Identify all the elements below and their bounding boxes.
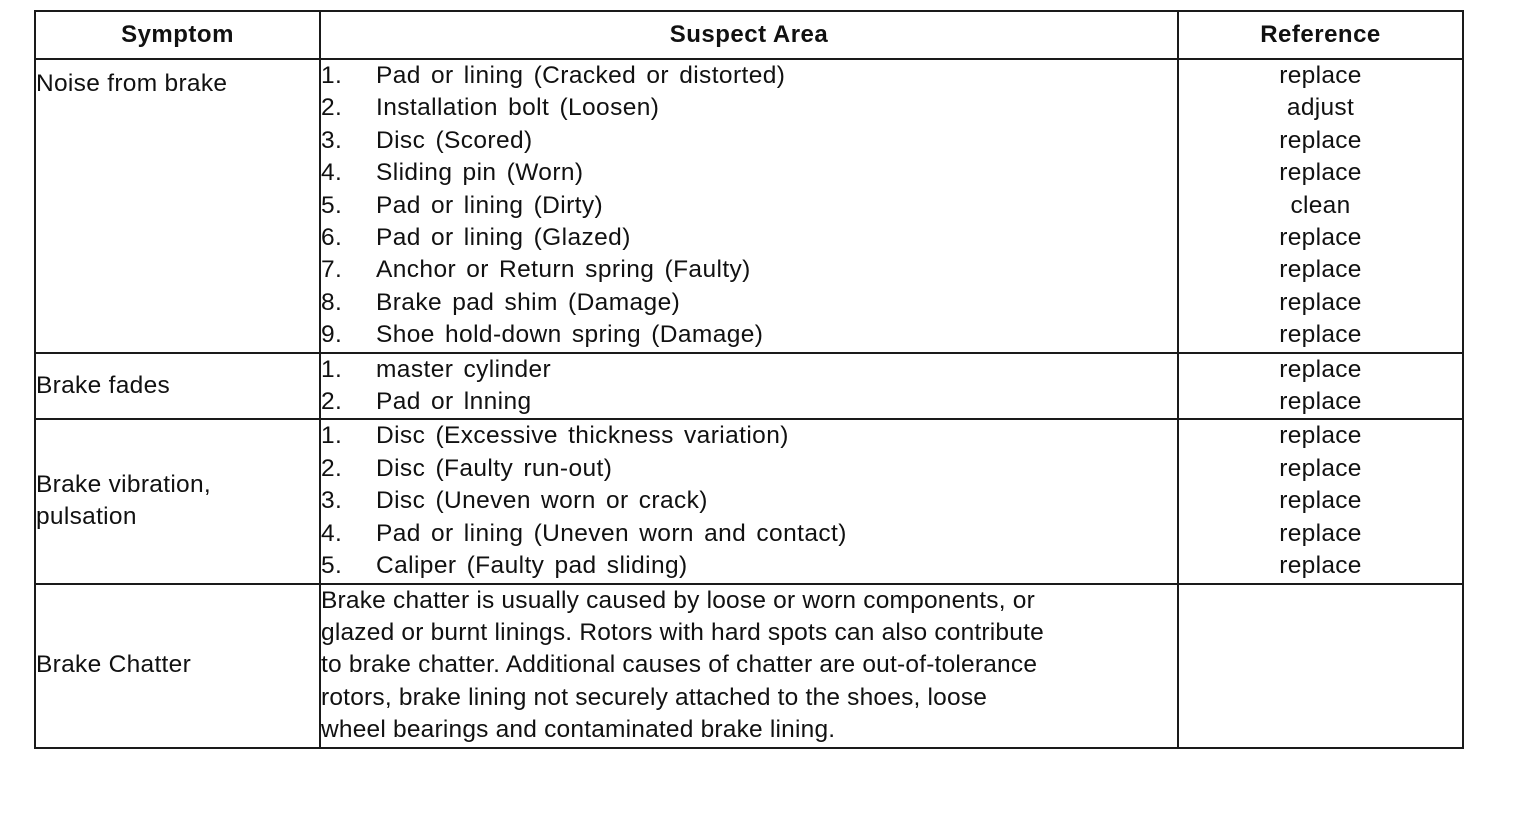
suspect-area-description-cell (320, 584, 1178, 748)
item-number: 4. (321, 519, 343, 547)
troubleshooting-table-container (34, 10, 1462, 749)
suspect-item (321, 354, 1177, 386)
item-text: Disc (Faulty run-out) (376, 454, 613, 482)
description-line: glazed or burnt linings. Rotors with hard spots can also contribute (321, 618, 1044, 646)
suspect-item (321, 550, 1177, 582)
item-number: 3. (321, 487, 343, 515)
item-number: 9. (321, 321, 343, 349)
reference-action: replace (1279, 159, 1362, 187)
reference-cell-empty (1178, 584, 1463, 748)
reference-action: replace (1279, 126, 1362, 154)
item-number: 8. (321, 288, 343, 316)
item-text: Pad or lining (Dirty) (376, 191, 604, 219)
table-row-noise-from-brake (35, 59, 1463, 353)
item-text: Shoe hold-down spring (Damage) (376, 321, 764, 349)
suspect-item (321, 518, 1177, 550)
item-text: Caliper (Faulty pad sliding) (376, 552, 688, 580)
item-number: 4. (321, 159, 343, 187)
item-number: 3. (321, 126, 343, 154)
description-line: to brake chatter. Additional causes of chatter are out-of-tolerance (321, 651, 1038, 679)
symptom-cell (35, 59, 320, 353)
item-number: 5. (321, 552, 343, 580)
item-number: 2. (321, 94, 343, 122)
reference-cell (1178, 419, 1463, 583)
item-number: 1. (321, 355, 343, 383)
symptom-column-header: Symptom (35, 11, 320, 59)
suspect-area-cell (320, 419, 1178, 583)
suspect-item (321, 254, 1177, 286)
suspect-item (321, 222, 1177, 254)
item-text: Brake pad shim (Damage) (376, 288, 681, 316)
reference-column-header: Reference (1178, 11, 1463, 59)
symptom-label: Noise from brake (36, 70, 228, 97)
item-number: 2. (321, 454, 343, 482)
suspect-item (321, 60, 1177, 92)
item-text: Disc (Uneven worn or crack) (376, 487, 708, 515)
symptom-cell (35, 584, 320, 748)
symptom-label: Brake vibration, pulsation (36, 471, 212, 531)
symptom-label: Brake fades (36, 371, 171, 399)
troubleshooting-table (34, 10, 1464, 749)
item-text: Sliding pin (Worn) (376, 159, 584, 187)
item-text: master cylinder (376, 355, 552, 383)
suspect-item (321, 125, 1177, 157)
item-number: 5. (321, 191, 343, 219)
symptom-label: Brake Chatter (36, 651, 192, 679)
reference-action: replace (1279, 224, 1362, 252)
suspect-item (321, 319, 1177, 351)
symptom-cell (35, 419, 320, 583)
reference-action: clean (1290, 191, 1351, 219)
header-row (35, 11, 1463, 59)
suspect-item (321, 190, 1177, 222)
reference-action: replace (1279, 487, 1362, 515)
table-row-brake-chatter (35, 584, 1463, 748)
reference-action: replace (1279, 519, 1362, 547)
item-number: 6. (321, 224, 343, 252)
reference-action: replace (1279, 355, 1362, 383)
description-line: Brake chatter is usually caused by loose or worn components, or (321, 586, 1035, 614)
suspect-item (321, 485, 1177, 517)
item-number: 1. (321, 422, 343, 450)
item-text: Pad or lining (Uneven worn and contact) (376, 519, 847, 547)
table-body (35, 59, 1463, 748)
item-number: 7. (321, 256, 343, 284)
item-text: Disc (Excessive thickness variation) (376, 422, 789, 450)
suspect-area-column-header: Suspect Area (320, 11, 1178, 59)
item-text: Installation bolt (Loosen) (376, 94, 660, 122)
table-header (35, 11, 1463, 59)
item-number: 1. (321, 62, 343, 89)
reference-cell (1178, 353, 1463, 420)
suspect-item (321, 420, 1177, 452)
item-number: 2. (321, 388, 343, 416)
item-text: Pad or lining (Glazed) (376, 224, 631, 252)
reference-action: replace (1279, 388, 1362, 416)
symptom-cell (35, 353, 320, 420)
suspect-area-cell (320, 353, 1178, 420)
reference-action: adjust (1286, 94, 1355, 122)
reference-action: replace (1279, 454, 1362, 482)
suspect-item (321, 92, 1177, 124)
reference-action: replace (1279, 256, 1362, 284)
reference-cell (1178, 59, 1463, 353)
description-line: rotors, brake lining not securely attached to the shoes, loose (321, 683, 988, 711)
table-row-brake-fades (35, 353, 1463, 420)
item-text: Anchor or Return spring (Faulty) (376, 256, 751, 284)
suspect-area-cell (320, 59, 1178, 353)
reference-action: replace (1279, 552, 1362, 580)
item-text: Disc (Scored) (376, 126, 533, 154)
suspect-item (321, 287, 1177, 319)
reference-action: replace (1279, 422, 1362, 450)
item-text: Pad or lining (Cracked or distorted) (376, 62, 786, 89)
reference-action: replace (1279, 288, 1362, 316)
item-text: Pad or lnning (376, 388, 532, 416)
description-line: wheel bearings and contaminated brake lining. (321, 716, 836, 744)
suspect-item (321, 386, 1177, 418)
suspect-item (321, 453, 1177, 485)
reference-action: replace (1279, 62, 1362, 89)
reference-action: replace (1279, 321, 1362, 349)
suspect-item (321, 157, 1177, 189)
table-row-brake-vibration (35, 419, 1463, 583)
